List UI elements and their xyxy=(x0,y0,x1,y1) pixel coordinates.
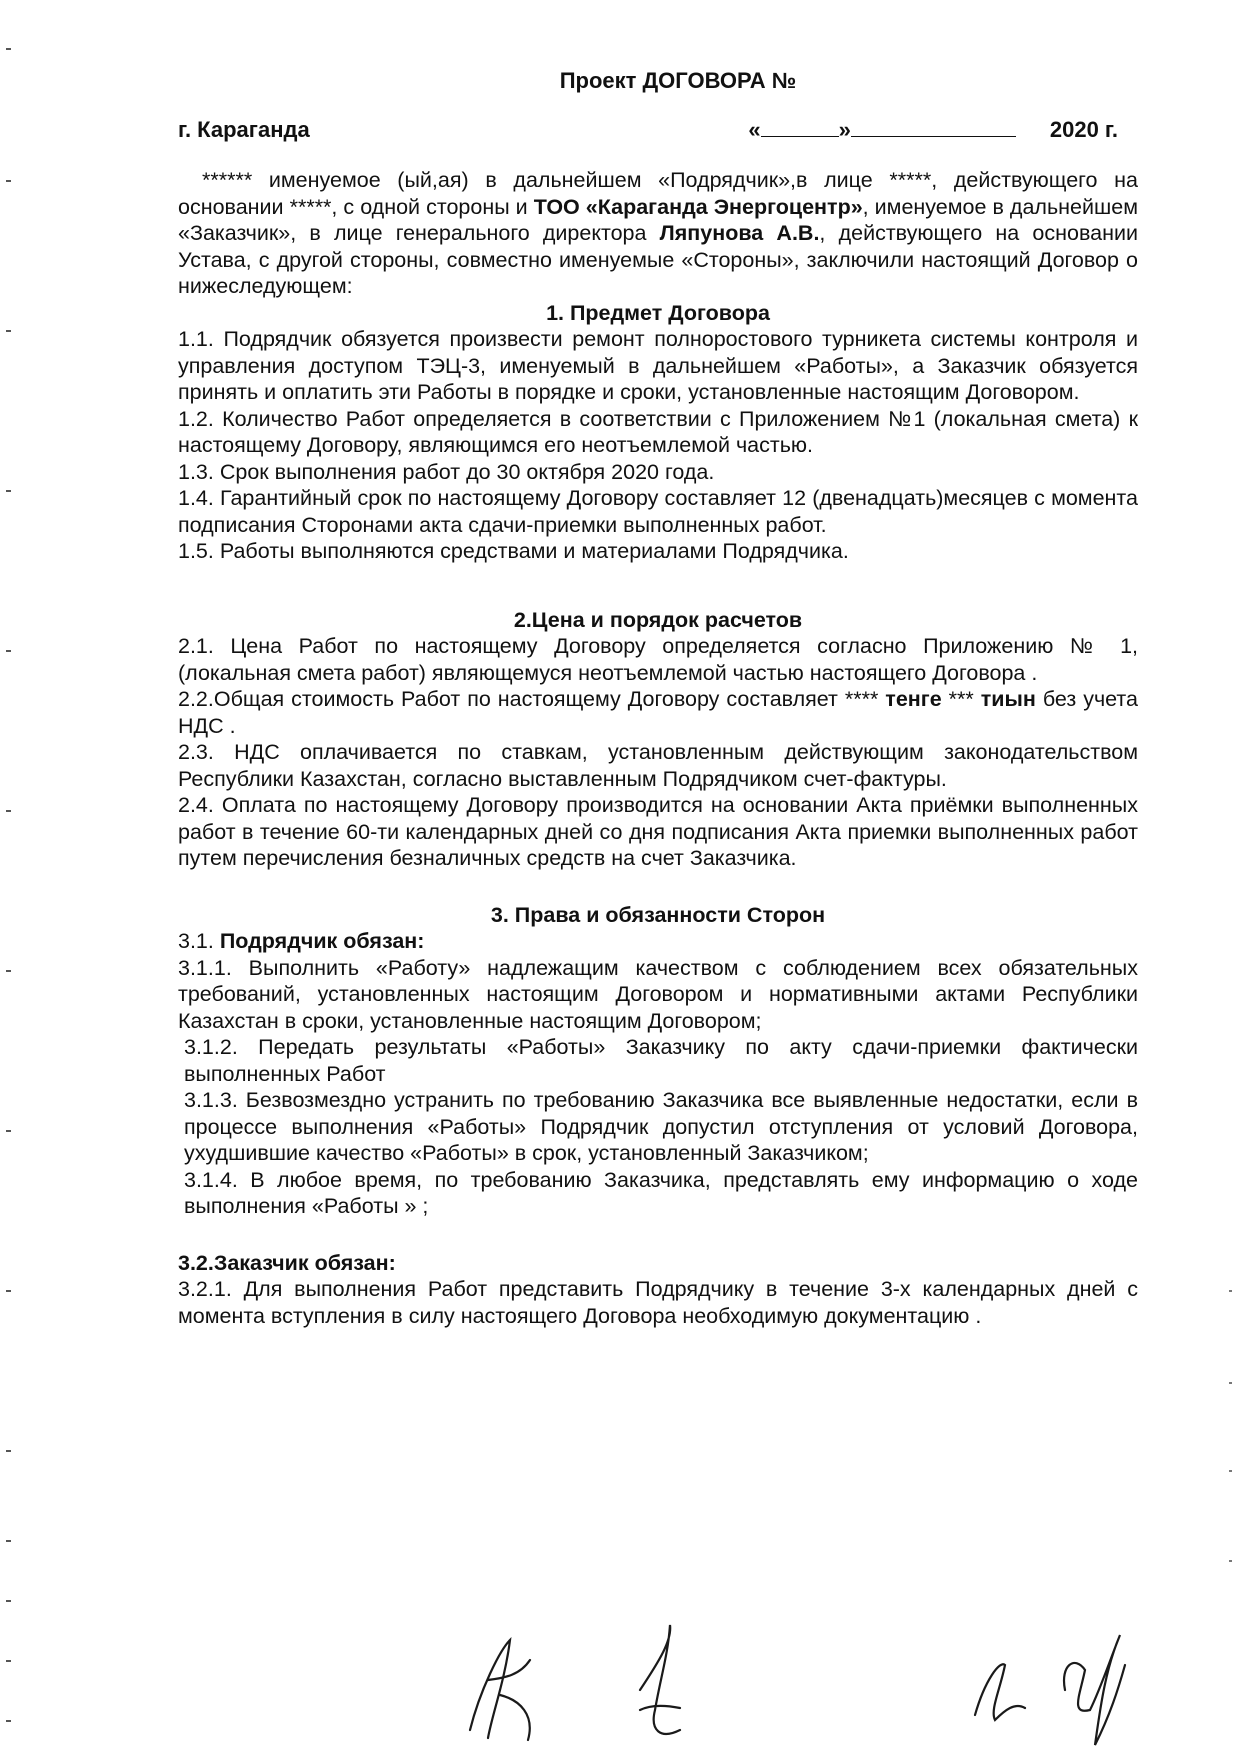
clause-2-2-text-a: 2.2.Общая стоимость Работ по настоящему Договору составляет **** xyxy=(178,687,886,711)
signature-initial-1 xyxy=(470,1640,530,1740)
clause-3-1-3: 3.1.3. Безвозмездно устранить по требованию Заказчика все выявленные недостатки, если в процессе выполнения «Работы» Подрядчик допустил отступления от условий Договора, ухудшившие качество «Работы» в срок, установленный Заказчиком; xyxy=(184,1088,1138,1165)
clause-2-1: 2.1. Цена Работ по настоящему Договору определяется согласно Приложению № 1, (локальная смета работ) являющемуся неотъемлемой частью настоящего Договора . xyxy=(178,634,1138,685)
subsection-3-1 xyxy=(178,928,1138,955)
clause-2-4: 2.4. Оплата по настоящему Договору производится на основании Акта приёмки выполненных работ в течение 60-ти календарных дней со дня подписания Акта приемки выполненных работ путем перечисления безналичных средств на счет Заказчика. xyxy=(178,793,1138,870)
clause-1-3: 1.3. Срок выполнения работ до 30 октября 2020 года. xyxy=(178,459,715,484)
customer-company: ТОО «Караганда Энергоцентр» xyxy=(533,194,863,219)
date-field xyxy=(748,117,1138,144)
clause-2-2-text-b: *** xyxy=(941,687,981,711)
signature-initial-4 xyxy=(1064,1635,1125,1745)
handwritten-signatures xyxy=(0,1620,1240,1750)
section-3-heading: 3. Права и обязанности Сторон xyxy=(490,902,826,927)
preamble xyxy=(178,167,1138,300)
signature-initial-3 xyxy=(975,1664,1025,1720)
subsection-3-2-title: 3.2.Заказчик обязан: xyxy=(178,1250,396,1275)
day-blank xyxy=(761,118,839,137)
clause-1-5: 1.5. Работы выполняются средствами и материалами Подрядчика. xyxy=(178,539,849,563)
clause-1-1: 1.1. Подрядчик обязуется произвести ремонт полноростового турникета системы контроля и управления доступом ТЭЦ-3, именуемый в дальнейшем «Работы», а Заказчик обязуется принять и оплатить эти Работы в порядке и сроки, установленные настоящим Договором. xyxy=(178,327,1138,404)
subsection-3-1-title: Подрядчик обязан: xyxy=(219,929,425,953)
clause-2-2 xyxy=(178,686,1138,739)
scan-edge-marks xyxy=(6,0,12,1754)
month-blank xyxy=(851,118,1016,137)
subsection-3-1-number: 3.1. xyxy=(178,929,220,953)
clause-3-1-4: 3.1.4. В любое время, по требованию Заказчика, представлять ему информацию о ходе выполнения «Работы » ; xyxy=(184,1167,1138,1218)
scan-right-marks xyxy=(1228,0,1232,1754)
section-2-heading: 2.Цена и порядок расчетов xyxy=(513,607,803,632)
city: г. Караганда xyxy=(178,116,310,142)
clause-3-1-2: 3.1.2. Передать результаты «Работы» Заказчику по акту сдачи-приемки фактически выполненных Работ xyxy=(184,1035,1138,1086)
city-date-line xyxy=(178,117,1138,144)
preamble-text-b: , именуемое в дальнейшем «Заказчик», в лице генерального директора xyxy=(178,194,1139,245)
clause-3-1-1: 3.1.1. Выполнить «Работу» надлежащим качеством с соблюдением всех обязательных требований, установленных настоящим Договором и нормативными актами Республики Казахстан в сроки, установленные настоящим Договором; xyxy=(178,955,1138,1033)
clause-3-2-1: 3.2.1. Для выполнения Работ представить Подрядчику в течение 3-х календарных дней с момента вступления в силу настоящего Договора необходимую документацию . xyxy=(178,1277,1138,1328)
signature-initial-2 xyxy=(640,1625,680,1734)
preamble-text-a: ****** именуемое (ый,ая) в дальнейшем «Подрядчик»,в лице *****, действующего на основании *****, с одной стороны и xyxy=(178,168,1138,219)
clause-2-2-text-c: без учета НДС . xyxy=(178,687,1138,738)
clause-1-2: 1.2. Количество Работ определяется в соответствии с Приложением №1 (локальная смета) к настоящему Договору, являющимся его неотъемлемой частью. xyxy=(178,406,1138,457)
director-name: Ляпунова А.В. xyxy=(659,221,820,245)
contract-body xyxy=(178,68,1138,1329)
subsection-3-2 xyxy=(178,1250,1138,1277)
clause-1-4: 1.4. Гарантийный срок по настоящему Договору составляет 12 (двенадцать)месяцев с момента подписания Сторонами акта сдачи-приемки выполненных работ. xyxy=(178,486,1138,537)
section-1-heading: 1. Предмет Договора xyxy=(546,300,770,325)
clause-2-3: 2.3. НДС оплачивается по ставкам, установленным действующим законодательством Республики Казахстан, согласно выставленным Подрядчиком счет-фактуры. xyxy=(178,740,1138,791)
preamble-text-c: , действующего на основании Устава, с другой стороны, совместно именуемые «Стороны», заключили настоящий Договор о нижеследующем: xyxy=(178,221,1138,298)
currency-tiyn: тиын xyxy=(980,687,1036,711)
currency-tenge: тенге xyxy=(885,687,942,711)
document-title: Проект ДОГОВОРА № xyxy=(559,68,797,93)
date-open-quote: « xyxy=(748,116,761,142)
date-close-quote: » xyxy=(838,116,851,142)
year: 2020 г. xyxy=(1049,116,1118,142)
